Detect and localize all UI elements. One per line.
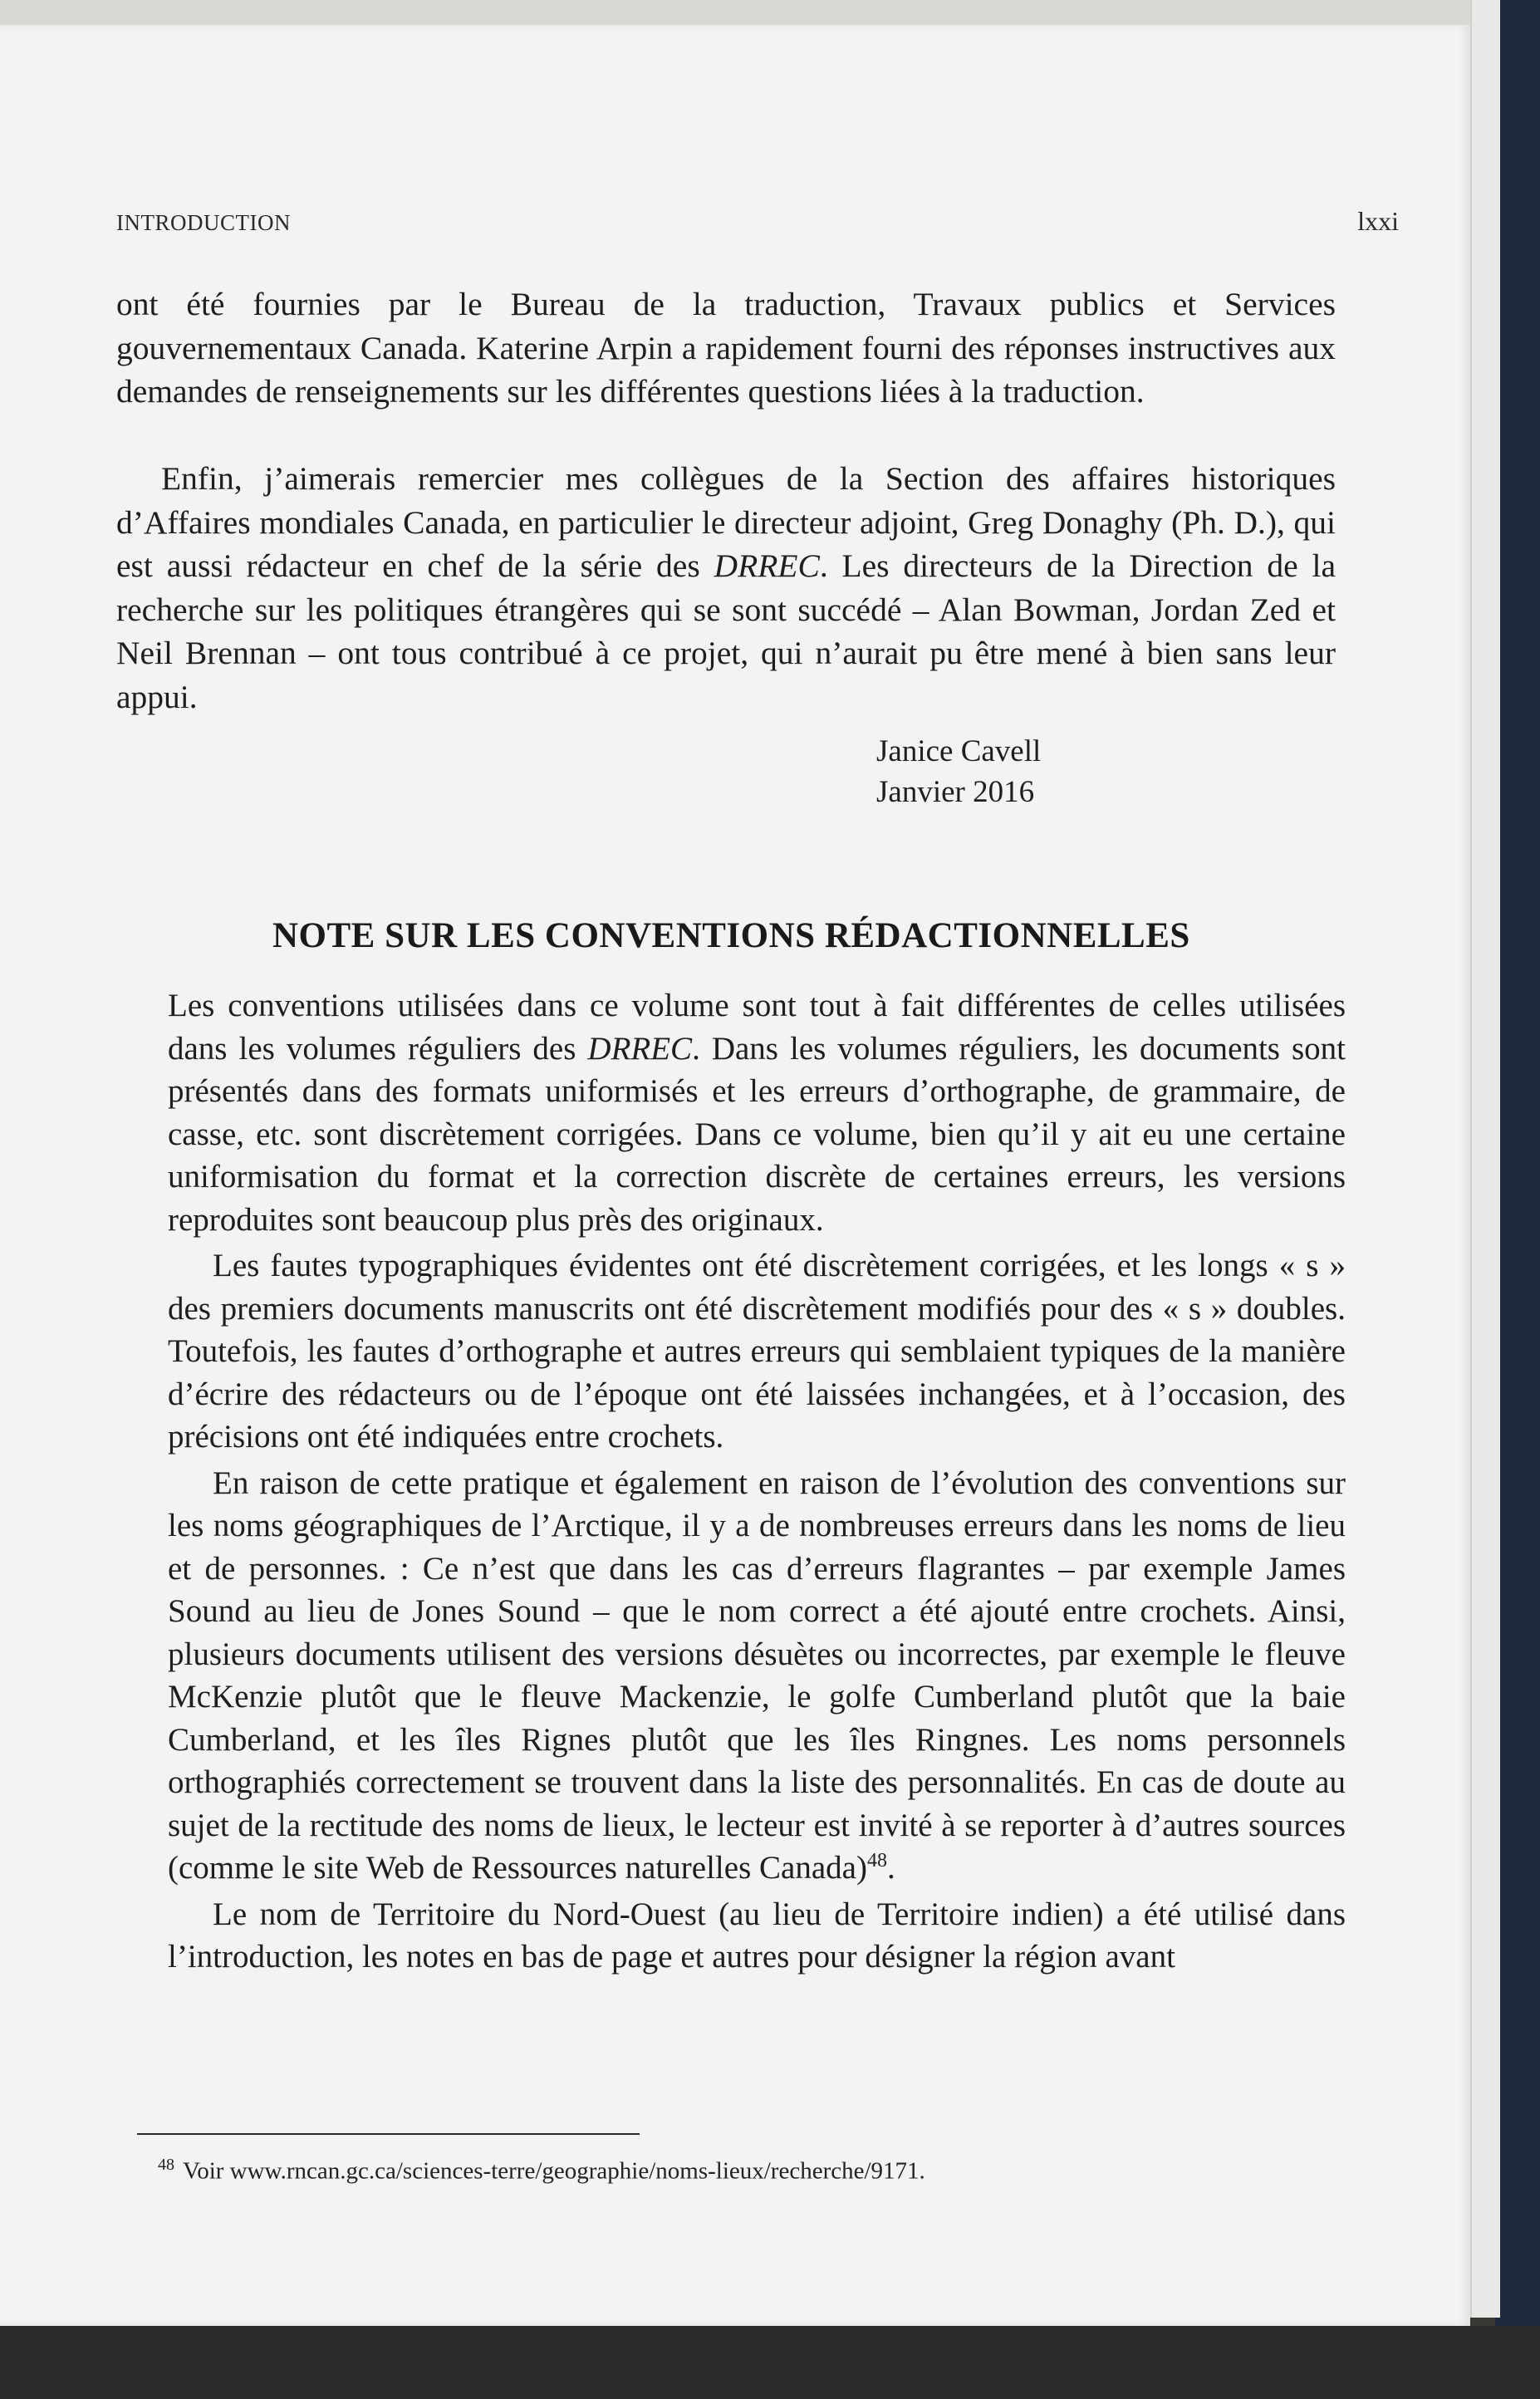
section-title: INTRODUCTION [116, 210, 291, 235]
page-edge [1470, 0, 1500, 2318]
signature-block [876, 731, 1041, 812]
section-heading: NOTE SUR LES CONVENTIONS RÉDACTIONNELLES [272, 916, 1190, 955]
paragraph-text: . [886, 1850, 895, 1886]
paragraph-acknowledgements [116, 457, 1336, 719]
footnote-marker: 48 [158, 2156, 174, 2174]
paragraph: Le nom de Territoire du Nord-Ouest (au lieu de Territoire indien) a été utilisé dans l’introduction, les notes en bas de page et autres pour désigner la région avant [168, 1896, 1346, 1975]
paragraph-text: Enfin, j’aimerais remercier mes collègues de la Section des affaires historiques d’Affaires mondiales Canada, en particulier le directeur adjoint, Greg Donaghy (Ph. D.), qui est aussi rédacteur en chef de la série des [116, 460, 1336, 584]
paragraph-text: . Dans les volumes réguliers, les documents sont présentés dans des formats uniformisés et les erreurs d’orthographe, de grammaire, de casse, etc. sont discrètement corrigées. Dans ce volume, bien qu’il y ait eu une certaine uniformisation du format et la correction discrète de certaines erreurs, les versions reproduites sont beaucoup plus près des originaux. [168, 1030, 1346, 1238]
paragraph [168, 1462, 1346, 1890]
paragraph-text: Les conventions utilisées dans ce volume sont tout à fait différentes de celles utilisées dans les volumes réguliers des [168, 988, 1346, 1067]
footnote [158, 2156, 925, 2186]
conventions-section [168, 984, 1346, 1979]
paragraph-text: . Les directeurs de la Direction de la recherche sur les politiques étrangères qui se sont succédé – Alan Bowman, Jordan Zed et Neil Brennan – ont tous contribué à ce projet, qui n’aurait pu être mené à bien sans leur appui. [116, 547, 1336, 715]
footnote-reference[interactable]: 48 [866, 1850, 887, 1872]
paragraph-text: En raison de cette pratique et également en raison de l’évolution des conventions sur les noms géographiques de l’Arctique, il y a de nombreuses erreurs dans les noms de lieu et de personnes. : Ce n’est que dans les cas d’erreurs flagrantes – par exemple James Sound au lieu de Jones Sound – que le nom correct a été ajouté entre crochets. Ainsi, plusieurs documents utilisent des versions désuètes ou incorrectes, par exemple le fleuve McKenzie plutôt que le fleuve Mackenzie, le golfe Cumberland plutôt que la baie Cumberland, et les îles Rignes plutôt que les îles Ringnes. Les noms personnels orthographiés correctement se trouvent dans la liste des personnalités. En cas de doute au sujet de la rectitude des noms de lieux, le lecteur est invité à se reporter à d’autres sources (comme le site Web de Ressources naturelles Canada) [168, 1464, 1346, 1886]
page-number: lxxi [1357, 206, 1399, 236]
paragraph-text: ont été fournies par le Bureau de la traduction, Travaux publics et Services gouvernementaux Canada. Katerine Arpin a rapidement fourni des réponses instructives aux demandes de renseignements sur les différentes questions liées à la traduction. [116, 286, 1336, 410]
paragraph-translation-credits [116, 282, 1336, 414]
running-head [116, 206, 1399, 237]
paragraph: Les fautes typographiques évidentes ont été discrètement corrigées, et les longs « s » des premiers documents manuscrits ont été discrètement modifiés pour des « s » doubles. Toutefois, les fautes d’orthographe et autres erreurs qui semblaient typiques de la manière d’écrire des rédacteurs ou de l’époque ont été laissées inchangées, et à l’occasion, des précisions ont été indiquées entre crochets. [168, 1248, 1346, 1455]
series-title: DRREC [587, 1030, 693, 1067]
author-name: Janice Cavell [876, 734, 1042, 768]
signature-date: Janvier 2016 [876, 775, 1035, 809]
paragraph [168, 984, 1346, 1241]
scan-bottom-edge [0, 2326, 1540, 2399]
footnote-rule [137, 2133, 640, 2135]
series-title: DRREC [714, 547, 820, 584]
scan-top-edge [0, 0, 1495, 27]
footnote-text: Voir www.rncan.gc.ca/sciences-terre/geographie/noms-lieux/recherche/9171. [183, 2157, 925, 2185]
scan-background-strip [1495, 0, 1540, 2399]
